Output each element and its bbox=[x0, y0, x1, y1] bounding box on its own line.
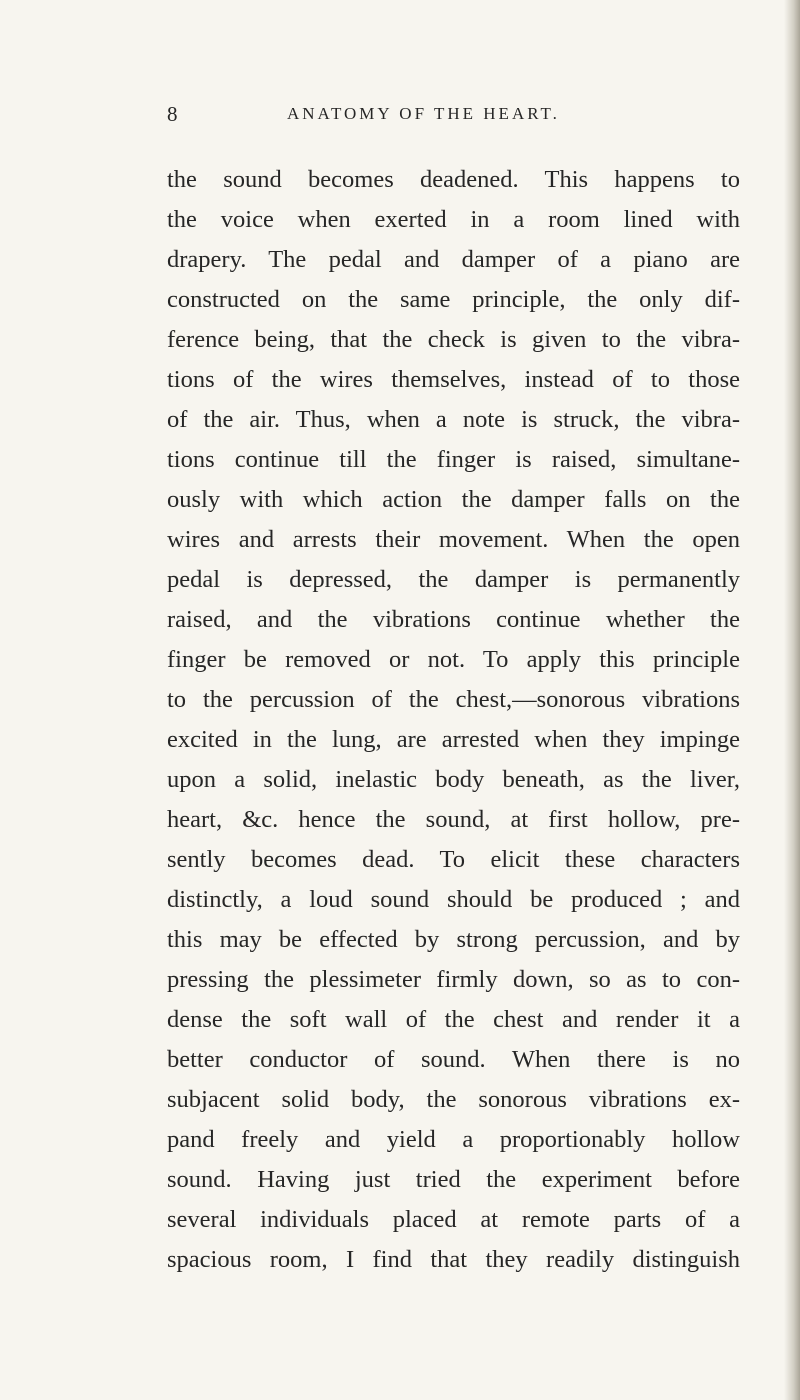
text-line: constructed on the same principle, the only dif- bbox=[167, 286, 740, 313]
text-line: dense the soft wall of the chest and render it a bbox=[167, 1006, 740, 1033]
page-number: 8 bbox=[167, 102, 178, 126]
text-line: sently becomes dead. To elicit these characters bbox=[167, 846, 740, 873]
text-line: heart, &c. hence the sound, at first hollow, pre- bbox=[167, 806, 740, 833]
text-line: drapery. The pedal and damper of a piano are bbox=[167, 246, 740, 273]
text-line: wires and arrests their movement. When the open bbox=[167, 526, 740, 553]
text-line: pedal is depressed, the damper is permanently bbox=[167, 566, 740, 593]
text-line: pand freely and yield a proportionably hollow bbox=[167, 1126, 740, 1153]
text-line: raised, and the vibrations continue whether the bbox=[167, 606, 740, 633]
page-edge-shadow bbox=[784, 0, 800, 1400]
text-line: upon a solid, inelastic body beneath, as the liver, bbox=[167, 766, 740, 793]
text-line: ference being, that the check is given to the vibra- bbox=[167, 326, 740, 353]
text-line: the voice when exerted in a room lined with bbox=[167, 206, 740, 233]
text-line: tions of the wires themselves, instead of to those bbox=[167, 366, 740, 393]
text-line: distinctly, a loud sound should be produced ; and bbox=[167, 886, 740, 913]
text-line: of the air. Thus, when a note is struck, the vibra- bbox=[167, 406, 740, 433]
running-title: ANATOMY OF THE HEART. bbox=[287, 104, 560, 123]
text-line: finger be removed or not. To apply this principle bbox=[167, 646, 740, 673]
text-line: to the percussion of the chest,—sonorous vibrations bbox=[167, 686, 740, 713]
text-line: this may be effected by strong percussion, and by bbox=[167, 926, 740, 953]
text-line: subjacent solid body, the sonorous vibrations ex- bbox=[167, 1086, 740, 1113]
running-head bbox=[167, 102, 727, 132]
text-line: tions continue till the finger is raised, simultane- bbox=[167, 446, 740, 473]
text-line: pressing the plessimeter firmly down, so as to con- bbox=[167, 966, 740, 993]
text-line: sound. Having just tried the experiment before bbox=[167, 1166, 740, 1193]
text-line: ously with which action the damper falls on the bbox=[167, 486, 740, 513]
body-text bbox=[167, 160, 740, 1280]
text-line: the sound becomes deadened. This happens to bbox=[167, 166, 740, 193]
text-line: excited in the lung, are arrested when they impinge bbox=[167, 726, 740, 753]
text-line: spacious room, I find that they readily distinguish bbox=[167, 1246, 740, 1273]
text-line: several individuals placed at remote parts of a bbox=[167, 1206, 740, 1233]
text-line: better conductor of sound. When there is no bbox=[167, 1046, 740, 1073]
